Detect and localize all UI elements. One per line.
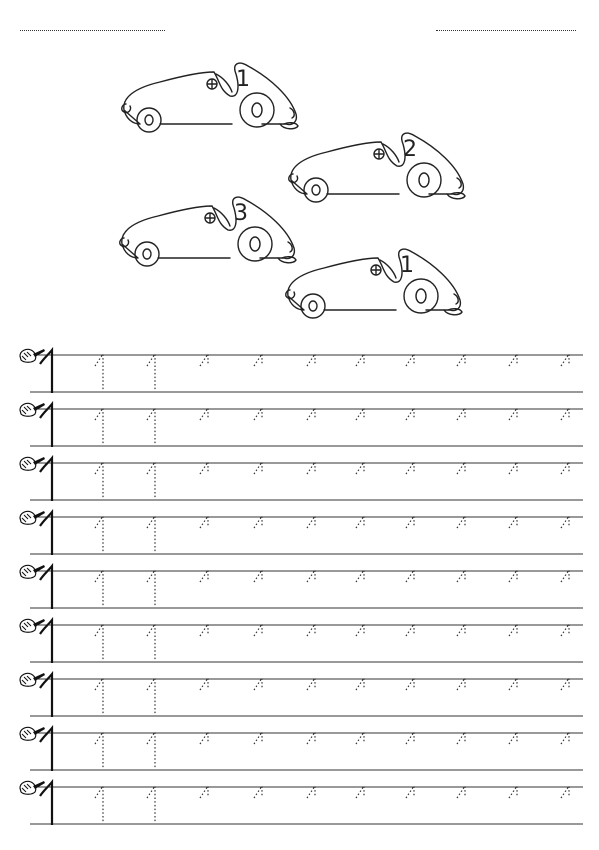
traceable-digit[interactable] (95, 786, 103, 822)
traceable-digit[interactable] (406, 516, 414, 528)
pencil-hand-icon (20, 619, 45, 632)
traceable-digit[interactable] (406, 570, 414, 582)
traceable-digit[interactable] (147, 678, 155, 714)
traceable-digit[interactable] (509, 570, 517, 582)
traceable-digit[interactable] (95, 678, 103, 714)
model-digit (40, 620, 52, 663)
traceable-digit[interactable] (254, 786, 262, 798)
traceable-digit[interactable] (307, 354, 315, 366)
traceable-digit[interactable] (254, 624, 262, 636)
model-digit (40, 512, 52, 555)
traceable-digit[interactable] (406, 354, 414, 366)
traceable-digit[interactable] (356, 354, 364, 366)
traceable-digit[interactable] (147, 462, 155, 498)
traceable-digit[interactable] (200, 732, 208, 744)
model-digit (40, 404, 52, 447)
traceable-digit[interactable] (307, 516, 315, 528)
traceable-digit[interactable] (254, 354, 262, 366)
car-number: 1 (400, 253, 414, 278)
pencil-hand-icon (20, 403, 45, 416)
traceable-digit[interactable] (147, 516, 155, 552)
traceable-digit[interactable] (561, 516, 569, 528)
traceable-digit[interactable] (200, 354, 208, 366)
traceable-digit[interactable] (561, 408, 569, 420)
traceable-digit[interactable] (95, 732, 103, 768)
traceable-digit[interactable] (95, 516, 103, 552)
traceable-digit[interactable] (509, 624, 517, 636)
traceable-digit[interactable] (457, 462, 465, 474)
car-number: 2 (403, 137, 417, 162)
traceable-digit[interactable] (200, 678, 208, 690)
traceable-digit[interactable] (457, 516, 465, 528)
traceable-digit[interactable] (457, 732, 465, 744)
traceable-digit[interactable] (509, 732, 517, 744)
practice-row[interactable] (0, 0, 583, 393)
traceable-digit[interactable] (406, 462, 414, 474)
traceable-digit[interactable] (95, 624, 103, 660)
traceable-digit[interactable] (200, 570, 208, 582)
traceable-digit[interactable] (406, 624, 414, 636)
traceable-digit[interactable] (406, 408, 414, 420)
model-digit (40, 674, 52, 717)
pencil-hand-icon (20, 349, 45, 362)
traceable-digit[interactable] (356, 786, 364, 798)
pencil-hand-icon (20, 673, 45, 686)
traceable-digit[interactable] (561, 462, 569, 474)
traceable-digit[interactable] (307, 624, 315, 636)
pencil-hand-icon (20, 727, 45, 740)
traceable-digit[interactable] (561, 786, 569, 798)
model-digit (40, 728, 52, 771)
traceable-digit[interactable] (147, 570, 155, 606)
traceable-digit[interactable] (200, 462, 208, 474)
traceable-digit[interactable] (254, 408, 262, 420)
traceable-digit[interactable] (561, 570, 569, 582)
traceable-digit[interactable] (307, 732, 315, 744)
traceable-digit[interactable] (307, 678, 315, 690)
traceable-digit[interactable] (95, 570, 103, 606)
traceable-digit[interactable] (561, 678, 569, 690)
traceable-digit[interactable] (356, 408, 364, 420)
pencil-hand-icon (20, 511, 45, 524)
traceable-digit[interactable] (147, 732, 155, 768)
traceable-digit[interactable] (561, 732, 569, 744)
traceable-digit[interactable] (95, 462, 103, 498)
traceable-digit[interactable] (509, 786, 517, 798)
traceable-digit[interactable] (254, 678, 262, 690)
model-digit (40, 782, 52, 825)
traceable-digit[interactable] (95, 408, 103, 444)
traceable-digit[interactable] (457, 408, 465, 420)
traceable-digit[interactable] (147, 354, 155, 390)
traceable-digit[interactable] (254, 732, 262, 744)
traceable-digit[interactable] (509, 516, 517, 528)
traceable-digit[interactable] (356, 678, 364, 690)
model-digit (40, 458, 52, 501)
traceable-digit[interactable] (457, 624, 465, 636)
traceable-digit[interactable] (356, 732, 364, 744)
traceable-digit[interactable] (509, 678, 517, 690)
traceable-digit[interactable] (457, 678, 465, 690)
traceable-digit[interactable] (254, 462, 262, 474)
traceable-digit[interactable] (509, 408, 517, 420)
pencil-hand-icon (20, 457, 45, 470)
traceable-digit[interactable] (254, 570, 262, 582)
traceable-digit[interactable] (406, 732, 414, 744)
traceable-digit[interactable] (307, 408, 315, 420)
pencil-hand-icon (20, 781, 45, 794)
traceable-digit[interactable] (457, 786, 465, 798)
traceable-digit[interactable] (254, 516, 262, 528)
traceable-digit[interactable] (356, 516, 364, 528)
car-number: 1 (236, 67, 250, 92)
traceable-digit[interactable] (200, 408, 208, 420)
traceable-digit[interactable] (509, 462, 517, 474)
traceable-digit[interactable] (307, 786, 315, 798)
traceable-digit[interactable] (406, 678, 414, 690)
traceable-digit[interactable] (147, 786, 155, 822)
traceable-digit[interactable] (147, 408, 155, 444)
traceable-digit[interactable] (356, 462, 364, 474)
pencil-hand-icon (20, 565, 45, 578)
traceable-digit[interactable] (307, 570, 315, 582)
traceable-digit[interactable] (95, 354, 103, 390)
traceable-digit[interactable] (561, 354, 569, 366)
traceable-digit[interactable] (147, 624, 155, 660)
traceable-digit[interactable] (200, 516, 208, 528)
car-number: 3 (234, 201, 248, 226)
traceable-digit[interactable] (200, 786, 208, 798)
traceable-digit[interactable] (561, 624, 569, 636)
traceable-digit[interactable] (307, 462, 315, 474)
traceable-digit[interactable] (509, 354, 517, 366)
model-digit (40, 350, 52, 393)
traceable-digit[interactable] (356, 570, 364, 582)
traceable-digit[interactable] (457, 570, 465, 582)
traceable-digit[interactable] (406, 786, 414, 798)
traceable-digit[interactable] (200, 624, 208, 636)
traceable-digit[interactable] (457, 354, 465, 366)
traceable-digit[interactable] (356, 624, 364, 636)
model-digit (40, 566, 52, 609)
